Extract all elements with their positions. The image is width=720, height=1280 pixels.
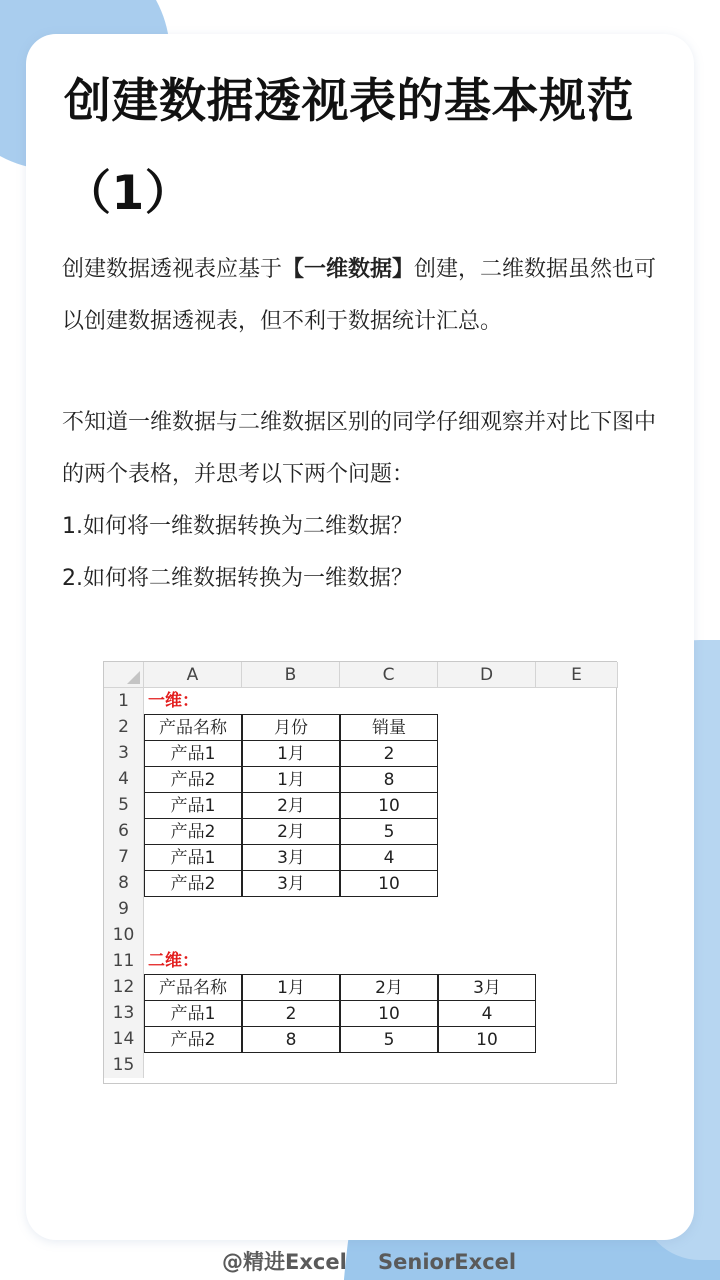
column-header: B [242, 662, 340, 688]
table-header-cell: 2月 [340, 974, 438, 1001]
row-header: 3 [104, 740, 144, 766]
table-cell: 10 [340, 870, 438, 897]
table-cell: 8 [340, 766, 438, 793]
table-cell: 1月 [242, 766, 340, 793]
row-header: 2 [104, 714, 144, 740]
table-cell: 4 [340, 844, 438, 871]
question-2: 2.如何将二维数据转换为一维数据？ [62, 566, 413, 591]
row-header: 7 [104, 844, 144, 870]
page-title: 创建数据透视表的基本规范（1） [64, 74, 634, 221]
column-header: C [340, 662, 438, 688]
question-1: 1.如何将一维数据转换为二维数据？ [62, 514, 413, 539]
table-header-cell: 产品名称 [144, 974, 242, 1001]
table-cell: 5 [340, 1026, 438, 1053]
table-header-cell: 1月 [242, 974, 340, 1001]
footer [0, 1244, 720, 1280]
intro-emphasis: 【一维数据】 [282, 257, 415, 282]
intro-text-start: 创建数据透视表应基于 [62, 257, 283, 282]
footer-handle: @精进Excel [222, 1250, 347, 1274]
row-header: 9 [104, 896, 144, 922]
row-header: 5 [104, 792, 144, 818]
footer-brand: SeniorExcel [378, 1250, 517, 1274]
label-1d: 一维： [148, 691, 199, 711]
spreadsheet-image [103, 661, 617, 1084]
row-header: 8 [104, 870, 144, 896]
row-header: 12 [104, 974, 144, 1000]
table-cell: 产品2 [144, 1026, 242, 1053]
table-cell: 产品1 [144, 1000, 242, 1027]
table-cell: 3月 [242, 844, 340, 871]
table-cell: 产品2 [144, 818, 242, 845]
row-header: 14 [104, 1026, 144, 1052]
table-cell: 2 [340, 740, 438, 767]
row-header: 1 [104, 688, 144, 714]
table-cell: 2月 [242, 818, 340, 845]
table-cell: 产品2 [144, 870, 242, 897]
column-header: A [144, 662, 242, 688]
table-cell: 5 [340, 818, 438, 845]
row-header: 10 [104, 922, 144, 948]
table-cell: 2月 [242, 792, 340, 819]
intro-paragraph [62, 244, 672, 348]
row-header: 13 [104, 1000, 144, 1026]
table-cell: 3月 [242, 870, 340, 897]
label-2d: 二维： [148, 951, 199, 971]
table-cell: 10 [438, 1026, 536, 1053]
question-paragraph [62, 397, 672, 605]
row-header: 6 [104, 818, 144, 844]
table-header-cell: 3月 [438, 974, 536, 1001]
table-cell: 2 [242, 1000, 340, 1027]
table-header-cell: 产品名称 [144, 714, 242, 741]
table-cell: 1月 [242, 740, 340, 767]
table-cell: 10 [340, 1000, 438, 1027]
table-cell: 产品1 [144, 792, 242, 819]
table-header-cell: 销量 [340, 714, 438, 741]
intro-text-end: 创建，二维数据虽然也可以创建数据透视表，但不利于数据统计汇总。 [62, 257, 657, 334]
table-cell: 产品1 [144, 740, 242, 767]
question-intro: 不知道一维数据与二维数据区别的同学仔细观察并对比下图中的两个表格，并思考以下两个问题： [62, 410, 657, 487]
table-cell: 产品2 [144, 766, 242, 793]
table-cell: 8 [242, 1026, 340, 1053]
row-header: 15 [104, 1052, 144, 1078]
row-header: 4 [104, 766, 144, 792]
column-header: D [438, 662, 536, 688]
select-all-corner [104, 662, 144, 688]
table-cell: 4 [438, 1000, 536, 1027]
table-header-cell: 月份 [242, 714, 340, 741]
table-cell: 产品1 [144, 844, 242, 871]
table-cell: 10 [340, 792, 438, 819]
row-header: 11 [104, 948, 144, 974]
column-header: E [536, 662, 618, 688]
